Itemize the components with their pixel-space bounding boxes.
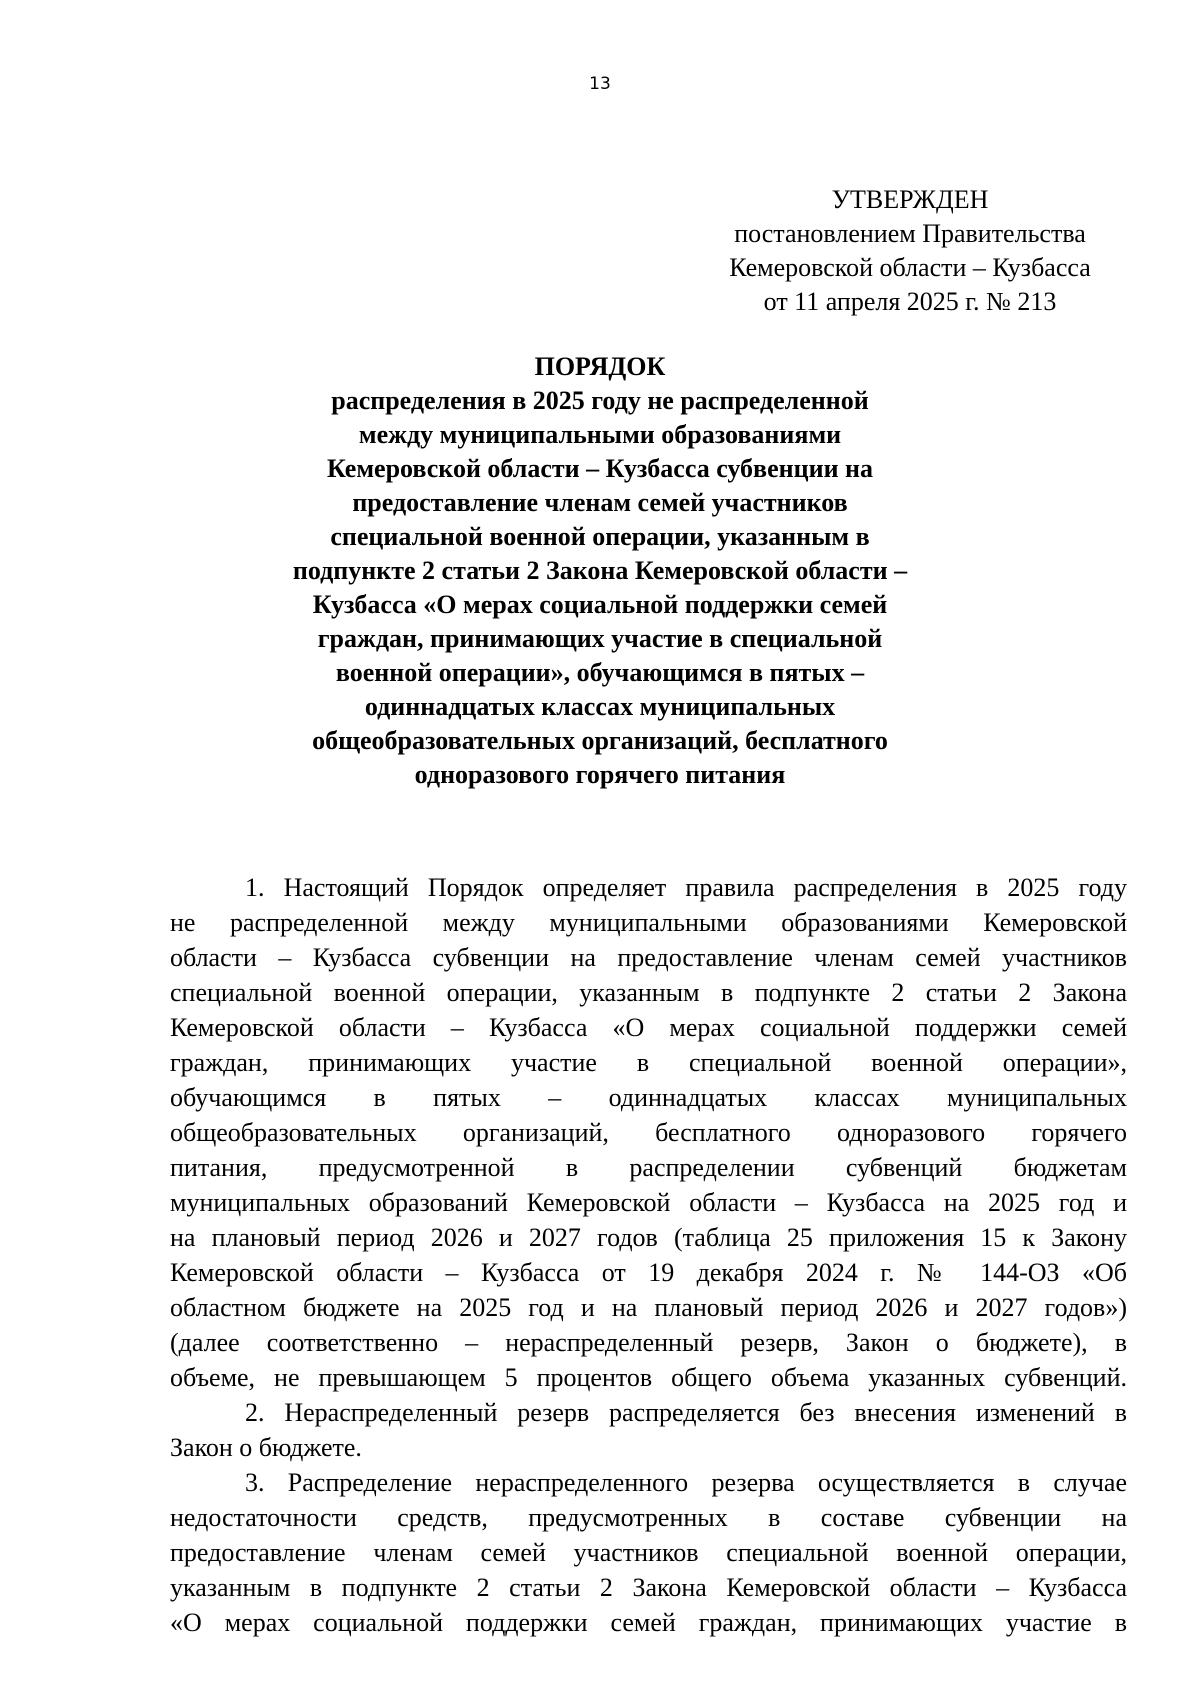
approval-line: УТВЕРЖДЕН	[831, 185, 989, 214]
paragraph-3	[170, 1465, 1127, 1640]
approval-line: постановлением Правительства	[734, 219, 1086, 248]
title-line: предоставление членам семей участников	[352, 488, 848, 517]
paragraph-line: недостаточности средств, предусмотренных в составе субвенции на	[170, 1503, 1127, 1532]
title-line: военной операции», обучающимся в пятых –	[335, 658, 865, 687]
paragraph-line: обучающимся в пятых – одиннадцатых классах муниципальных	[170, 1083, 1127, 1112]
approval-stamp	[700, 183, 1120, 319]
page-number: 13	[589, 74, 611, 94]
paragraph-line: общеобразовательных организаций, бесплатного одноразового горячего	[170, 1118, 1127, 1147]
paragraph-line: на плановый период 2026 и 2027 годов (таблица 25 приложения 15 к Закону	[170, 1223, 1127, 1252]
title-line: специальной военной операции, указанным в	[330, 522, 870, 551]
paragraph-line: граждан, принимающих участие в специальной военной операции»,	[170, 1048, 1127, 1077]
paragraph-line: 2. Нераспределенный резерв распределяется без внесения изменений в	[245, 1398, 1127, 1427]
paragraph-line: питания, предусмотренной в распределении субвенций бюджетам	[170, 1153, 1127, 1182]
title-line: общеобразовательных организаций, бесплатного	[312, 726, 888, 755]
paragraph-line: муниципальных образований Кемеровской области – Кузбасса на 2025 год и	[170, 1188, 1127, 1217]
paragraph-2	[170, 1395, 1127, 1465]
title-line: между муниципальными образованиями	[358, 420, 842, 449]
paragraph-line: 3. Распределение нераспределенного резерва осуществляется в случае	[245, 1468, 1127, 1497]
paragraph-line: объеме, не превышающем 5 процентов общего объема указанных субвенций.	[170, 1363, 1127, 1392]
title-line: Кузбасса «О мерах социальной поддержки семей	[312, 590, 888, 619]
paragraph-line: «О мерах социальной поддержки семей граждан, принимающих участие в	[170, 1608, 1127, 1637]
title-line: одиннадцатых классах муниципальных	[364, 692, 836, 721]
document-body	[170, 870, 1127, 1640]
paragraph-line: специальной военной операции, указанным в подпункте 2 статьи 2 Закона	[170, 978, 1127, 1007]
title-line: подпункте 2 статьи 2 Закона Кемеровской области –	[292, 556, 908, 585]
approval-line: от 11 апреля 2025 г. № 213	[763, 287, 1057, 316]
title-line: одноразового горячего питания	[414, 760, 786, 789]
title-heading: ПОРЯДОК	[534, 352, 666, 381]
title-line: граждан, принимающих участие в специальной	[317, 624, 883, 653]
document-title	[250, 350, 950, 792]
paragraph-line: областном бюджете на 2025 год и на плановый период 2026 и 2027 годов»)	[170, 1293, 1127, 1322]
paragraph-line: 1. Настоящий Порядок определяет правила распределения в 2025 году	[245, 873, 1127, 902]
title-line: Кемеровской области – Кузбасса субвенции на	[326, 454, 874, 483]
paragraph-line: Кемеровской области – Кузбасса «О мерах социальной поддержки семей	[170, 1013, 1127, 1042]
paragraph-line: Закон о бюджете.	[170, 1433, 362, 1462]
paragraph-line: (далее соответственно – нераспределенный резерв, Закон о бюджете), в	[170, 1328, 1127, 1357]
paragraph-line: Кемеровской области – Кузбасса от 19 декабря 2024 г. № 144-ОЗ «Об	[170, 1258, 1127, 1287]
paragraph-line: не распределенной между муниципальными образованиями Кемеровской	[170, 908, 1127, 937]
paragraph-1	[170, 870, 1127, 1395]
paragraph-line: указанным в подпункте 2 статьи 2 Закона Кемеровской области – Кузбасса	[170, 1573, 1127, 1602]
title-line: распределения в 2025 году не распределенной	[331, 386, 869, 415]
approval-line: Кемеровской области – Кузбасса	[729, 253, 1091, 282]
paragraph-line: области – Кузбасса субвенции на предоставление членам семей участников	[170, 943, 1127, 972]
paragraph-line: предоставление членам семей участников специальной военной операции,	[170, 1538, 1127, 1567]
